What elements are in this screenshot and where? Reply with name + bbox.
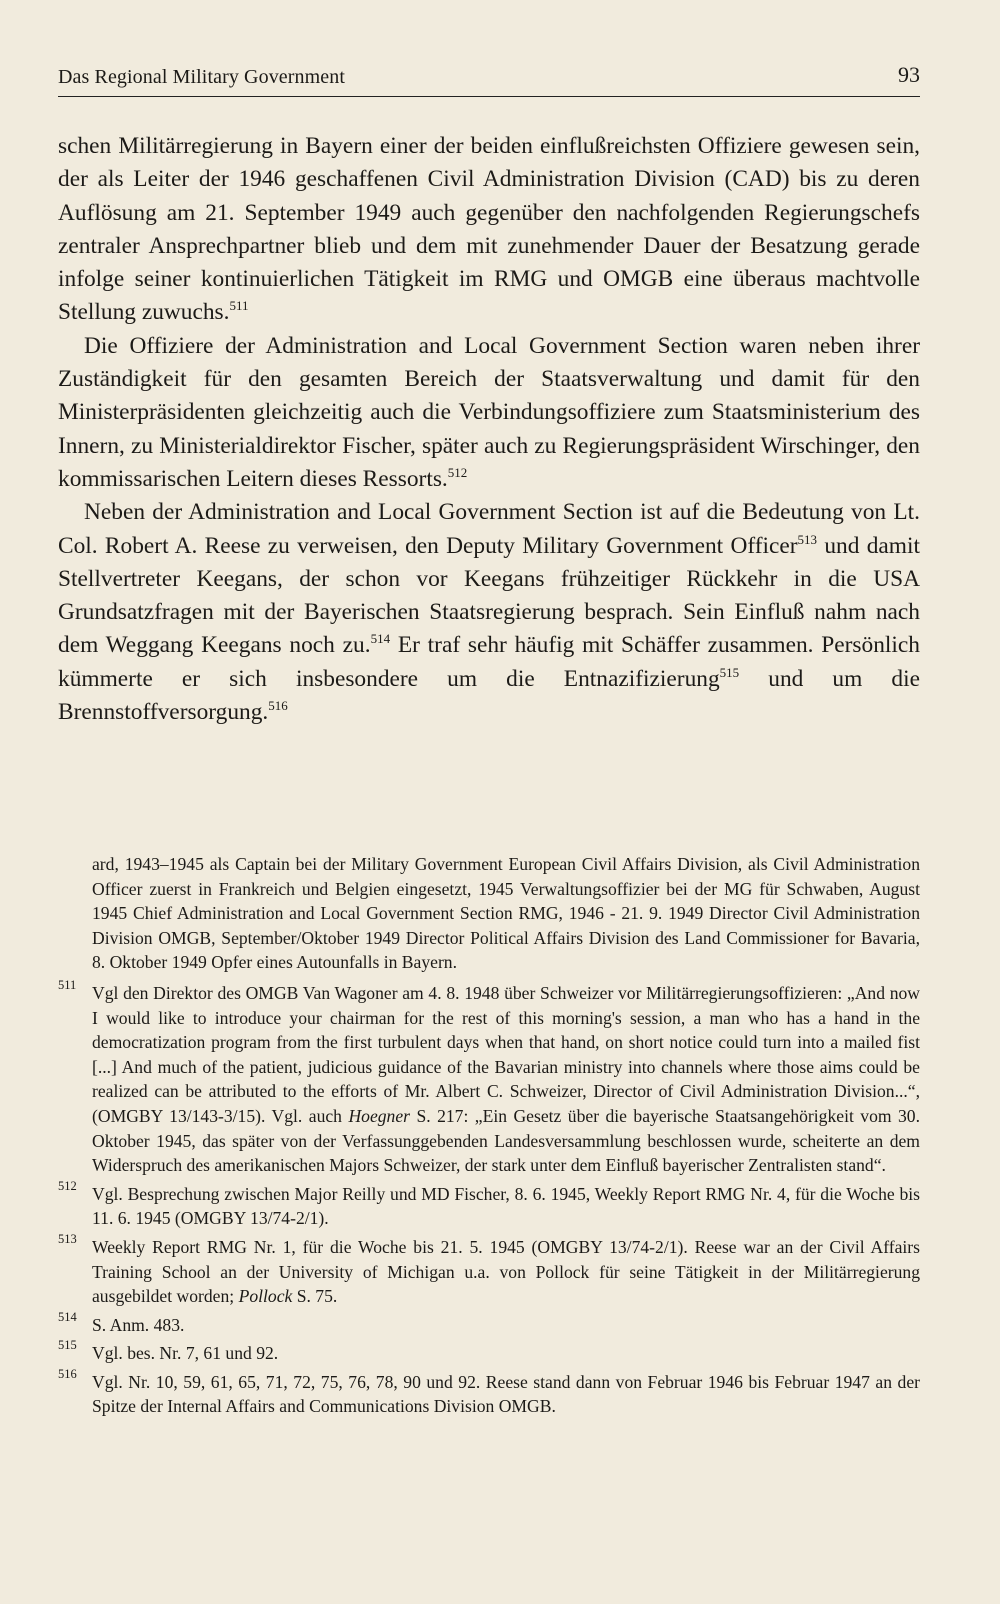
footnote-514-text: S. Anm. 483. — [92, 1314, 185, 1335]
footnote-number: 512 — [58, 1178, 77, 1193]
paragraph-3-text-c: Er traf sehr häufig mit Schäffer zusammen. Persönlich kümmerte er sich insbesondere um die Entnazifizierung — [58, 632, 920, 692]
footnote-ref-513: 513 — [797, 531, 818, 547]
footnote-number: 515 — [58, 1338, 77, 1353]
footnote-ref-515: 515 — [719, 664, 740, 680]
footnote-continuation — [58, 852, 920, 975]
running-head — [58, 62, 920, 97]
footnote-514 — [58, 1309, 920, 1338]
footnote-513-text-b: S. 75. — [292, 1286, 338, 1307]
paragraph-3-text-b: und damit Stellvertreter Keegans, der schon vor Keegans frühzeitiger Rückkehr in die USA Grundsatzfragen mit der Bayerischen Staatsregierung besprach. Sein Einfluß nahm nach dem Weggang Keegans noch zu. — [58, 532, 920, 659]
footnote-ref-514: 514 — [370, 631, 391, 647]
footnote-511-text-a: Vgl den Direktor des OMGB Van Wagoner am 4. 8. 1948 über Schweizer vor Militärregierungsoffizieren: „And now I would like to introduce your chairman for the rest of this morning's session, a man who has a hand in the democratization program from the first turbulent days when that hand, on short notice could turn into a mailed fist [...] And much of the patient, judicious guidance of the Bavarian ministry into channels where those aims could be realized can be attributed to the efforts of Mr. Albert C. Schweizer, Director of Civil Administration Division...“, (OMGBY 13/143-3/15). Vgl. auch — [92, 982, 920, 1126]
paragraph-1 — [58, 130, 920, 330]
footnote-512-text: Vgl. Besprechung zwischen Major Reilly und MD Fischer, 8. 6. 1945, Weekly Report RMG Nr. 4, für die Woche bis 11. 6. 1945 (OMGBY 13/74-2/1). — [92, 1183, 920, 1229]
footnote-number: 514 — [58, 1309, 77, 1324]
footnote-511-text-b: S. 217: „Ein Gesetz über die bayerische Staatsangehörigkeit vom 30. Oktober 1945, das später von der Verfassunggebenden Landesversammlung beschlossen wurde, scheiterte an dem Widerspruch des amerikanischen Majors Schweizer, der stark unter dem Einfluß bayerischer Zentralisten stand“. — [92, 1105, 921, 1176]
footnote-513-text-a: Weekly Report RMG Nr. 1, für die Woche bis 21. 5. 1945 (OMGBY 13/74-2/1). Reese war an der Civil Affairs Training School an der University of Michigan u.a. von Pollock für seine Tätigkeit in der Militärregierung ausgebildet worden; — [92, 1236, 920, 1307]
footnote-511 — [58, 977, 921, 1178]
footnote-516-text: Vgl. Nr. 10, 59, 61, 65, 71, 72, 75, 76, 78, 90 und 92. Reese stand dann von Februar 1946 bis Februar 1947 an der Spitze der Internal Affairs and Communications Division OMGB. — [92, 1371, 920, 1417]
footnote-512 — [58, 1178, 920, 1231]
footnote-ref-512: 512 — [447, 464, 468, 480]
paragraph-3-text-a: Neben der Administration and Local Government Section ist auf die Bedeutung von Lt. Col. Robert A. Reese zu verweisen, den Deputy Military Government Officer — [58, 499, 920, 559]
paragraph-3-text-d: und um die Brennstoffversorgung. — [58, 665, 920, 726]
footnote-number: 511 — [58, 977, 77, 992]
paragraph-2 — [58, 330, 920, 496]
footnote-number: 516 — [58, 1366, 77, 1381]
page-number: 93 — [898, 62, 920, 87]
running-head-title: Das Regional Military Government — [58, 66, 346, 88]
paragraph-1-text: schen Militärregierung in Bayern einer der beiden einflußreichsten Offiziere gewesen sein, der als Leiter der 1946 geschaffenen Civil Administration Division (CAD) bis zu deren Auflösung am 21. September 1949 auch gegenüber den nachfolgenden Regierungschefs zentraler Ansprechpartner blieb und dem mit zunehmender Dauer der Besatzung gerade infolge seiner kontinuierlichen Tätigkeit im RMG und OMGB eine überaus machtvolle Stellung zuwuchs. — [58, 133, 920, 326]
paragraph-3 — [58, 496, 920, 729]
footnotes — [58, 852, 920, 1423]
main-text — [58, 130, 920, 729]
footnote-515 — [58, 1338, 920, 1366]
footnote-513-italic: Pollock — [238, 1286, 293, 1307]
footnote-ref-516: 516 — [268, 698, 288, 714]
footnote-515-text: Vgl. bes. Nr. 7, 61 und 92. — [92, 1343, 279, 1364]
footnote-513 — [58, 1231, 920, 1309]
footnote-ref-511: 511 — [229, 298, 249, 314]
footnote-continuation-text: ard, 1943–1945 als Captain bei der Military Government European Civil Affairs Division, als Civil Administration Officer zuerst in Frankreich und Belgien eingesetzt, 1945 Verwaltungsoffizier bei der MG für Schwaben, August 1945 Chief Administration and Local Government Section RMG, 1946 - 21. 9. 1949 Director Civil Administration Division OMGB, September/Oktober 1949 Director Political Affairs Division des Land Commissioner for Bavaria, 8. Oktober 1949 Opfer eines Autounfalls in Bayern. — [92, 854, 920, 973]
footnote-number: 513 — [58, 1231, 77, 1246]
footnote-511-italic: Hoegner — [348, 1105, 410, 1126]
paragraph-2-text: Die Offiziere der Administration and Local Government Section waren neben ihrer Zuständigkeit für den gesamten Bereich der Staatsverwaltung und damit für den Ministerpräsidenten gleichzeitig auch die Verbindungsoffiziere zum Staatsministerium des Innern, zu Ministerialdirektor Fischer, später auch zu Regierungspräsident Wirschinger, den kommissarischen Leitern dieses Ressorts. — [58, 332, 920, 492]
footnote-516 — [58, 1366, 920, 1419]
